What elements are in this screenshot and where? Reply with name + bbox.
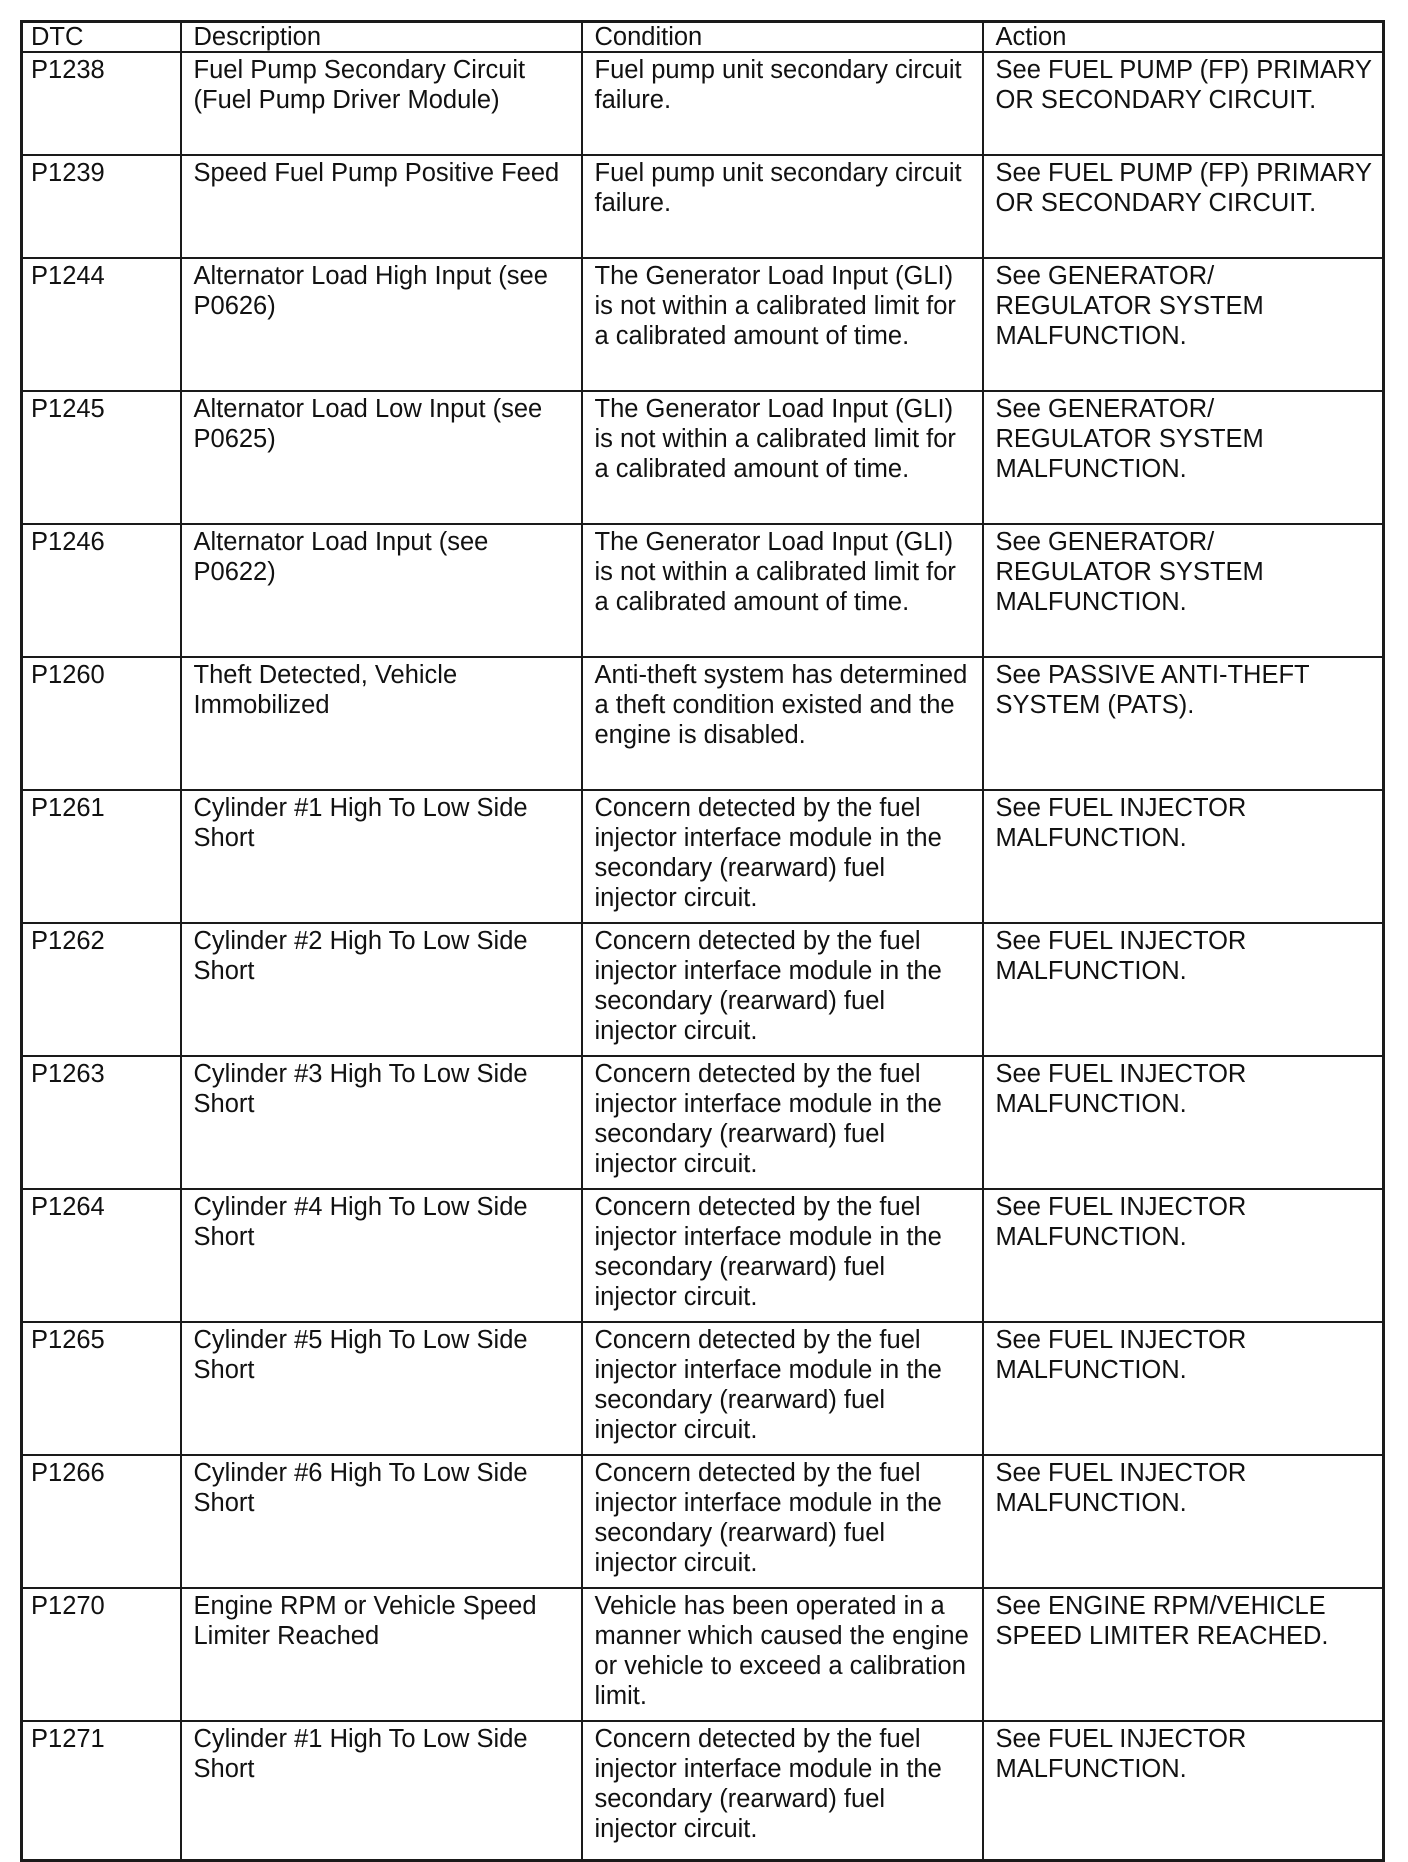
condition-cell: Concern detected by the fuel injector interface module in the secondary (rearward) fuel injector circuit.: [582, 1721, 983, 1861]
action-cell: See GENERATOR/ REGULATOR SYSTEM MALFUNCTION.: [983, 524, 1384, 657]
table-row: [22, 155, 1384, 258]
condition-cell: Concern detected by the fuel injector interface module in the secondary (rearward) fuel injector circuit.: [582, 1455, 983, 1588]
dtc-table: [20, 20, 1385, 1862]
condition-cell: Vehicle has been operated in a manner which caused the engine or vehicle to exceed a calibration limit.: [582, 1588, 983, 1721]
dtc-code: P1270: [22, 1588, 181, 1721]
table-row: [22, 391, 1384, 524]
description-cell: Cylinder #6 High To Low Side Short: [181, 1455, 582, 1588]
action-cell: See FUEL INJECTOR MALFUNCTION.: [983, 1322, 1384, 1455]
condition-cell: Concern detected by the fuel injector interface module in the secondary (rearward) fuel injector circuit.: [582, 1056, 983, 1189]
action-cell: See GENERATOR/ REGULATOR SYSTEM MALFUNCTION.: [983, 391, 1384, 524]
description-cell: Alternator Load Input (see P0622): [181, 524, 582, 657]
condition-cell: Anti-theft system has determined a theft condition existed and the engine is disabled.: [582, 657, 983, 790]
column-header-dtc: DTC: [22, 22, 181, 53]
table-row: [22, 1189, 1384, 1322]
dtc-code: P1260: [22, 657, 181, 790]
table-row: [22, 790, 1384, 923]
dtc-code: P1239: [22, 155, 181, 258]
action-cell: See PASSIVE ANTI-THEFT SYSTEM (PATS).: [983, 657, 1384, 790]
action-cell: See FUEL PUMP (FP) PRIMARY OR SECONDARY CIRCUIT.: [983, 52, 1384, 155]
column-header-action: Action: [983, 22, 1384, 53]
description-cell: Engine RPM or Vehicle Speed Limiter Reached: [181, 1588, 582, 1721]
description-cell: Fuel Pump Secondary Circuit (Fuel Pump Driver Module): [181, 52, 582, 155]
table-row: [22, 1588, 1384, 1721]
condition-cell: Concern detected by the fuel injector interface module in the secondary (rearward) fuel injector circuit.: [582, 1189, 983, 1322]
table-row: [22, 1455, 1384, 1588]
description-cell: Alternator Load Low Input (see P0625): [181, 391, 582, 524]
table-row: [22, 1056, 1384, 1189]
table-row: [22, 524, 1384, 657]
action-cell: See FUEL INJECTOR MALFUNCTION.: [983, 1721, 1384, 1861]
table-row: [22, 923, 1384, 1056]
dtc-code: P1246: [22, 524, 181, 657]
condition-cell: The Generator Load Input (GLI) is not within a calibrated limit for a calibrated amount of time.: [582, 258, 983, 391]
column-header-condition: Condition: [582, 22, 983, 53]
dtc-code: P1271: [22, 1721, 181, 1861]
dtc-code: P1245: [22, 391, 181, 524]
dtc-code: P1265: [22, 1322, 181, 1455]
header-row: [22, 22, 1384, 53]
table-row: [22, 1322, 1384, 1455]
action-cell: See GENERATOR/ REGULATOR SYSTEM MALFUNCTION.: [983, 258, 1384, 391]
condition-cell: Concern detected by the fuel injector interface module in the secondary (rearward) fuel injector circuit.: [582, 1322, 983, 1455]
description-cell: Theft Detected, Vehicle Immobilized: [181, 657, 582, 790]
description-cell: Alternator Load High Input (see P0626): [181, 258, 582, 391]
column-header-description: Description: [181, 22, 582, 53]
table-row: [22, 52, 1384, 155]
dtc-code: P1238: [22, 52, 181, 155]
condition-cell: Concern detected by the fuel injector interface module in the secondary (rearward) fuel injector circuit.: [582, 923, 983, 1056]
action-cell: See ENGINE RPM/VEHICLE SPEED LIMITER REACHED.: [983, 1588, 1384, 1721]
table-row: [22, 258, 1384, 391]
dtc-code: P1264: [22, 1189, 181, 1322]
action-cell: See FUEL INJECTOR MALFUNCTION.: [983, 790, 1384, 923]
table-header: [22, 22, 1384, 53]
dtc-code: P1244: [22, 258, 181, 391]
condition-cell: Fuel pump unit secondary circuit failure.: [582, 155, 983, 258]
dtc-code: P1262: [22, 923, 181, 1056]
action-cell: See FUEL INJECTOR MALFUNCTION.: [983, 1189, 1384, 1322]
description-cell: Cylinder #1 High To Low Side Short: [181, 1721, 582, 1861]
action-cell: See FUEL INJECTOR MALFUNCTION.: [983, 1056, 1384, 1189]
table-row: [22, 657, 1384, 790]
action-cell: See FUEL PUMP (FP) PRIMARY OR SECONDARY CIRCUIT.: [983, 155, 1384, 258]
action-cell: See FUEL INJECTOR MALFUNCTION.: [983, 923, 1384, 1056]
dtc-code: P1266: [22, 1455, 181, 1588]
condition-cell: The Generator Load Input (GLI) is not within a calibrated limit for a calibrated amount of time.: [582, 524, 983, 657]
description-cell: Cylinder #4 High To Low Side Short: [181, 1189, 582, 1322]
table-body: [22, 52, 1384, 1861]
dtc-code: P1263: [22, 1056, 181, 1189]
description-cell: Speed Fuel Pump Positive Feed: [181, 155, 582, 258]
description-cell: Cylinder #2 High To Low Side Short: [181, 923, 582, 1056]
action-cell: See FUEL INJECTOR MALFUNCTION.: [983, 1455, 1384, 1588]
table-row: [22, 1721, 1384, 1861]
condition-cell: Fuel pump unit secondary circuit failure.: [582, 52, 983, 155]
condition-cell: Concern detected by the fuel injector interface module in the secondary (rearward) fuel injector circuit.: [582, 790, 983, 923]
description-cell: Cylinder #3 High To Low Side Short: [181, 1056, 582, 1189]
description-cell: Cylinder #1 High To Low Side Short: [181, 790, 582, 923]
description-cell: Cylinder #5 High To Low Side Short: [181, 1322, 582, 1455]
condition-cell: The Generator Load Input (GLI) is not within a calibrated limit for a calibrated amount of time.: [582, 391, 983, 524]
dtc-code: P1261: [22, 790, 181, 923]
